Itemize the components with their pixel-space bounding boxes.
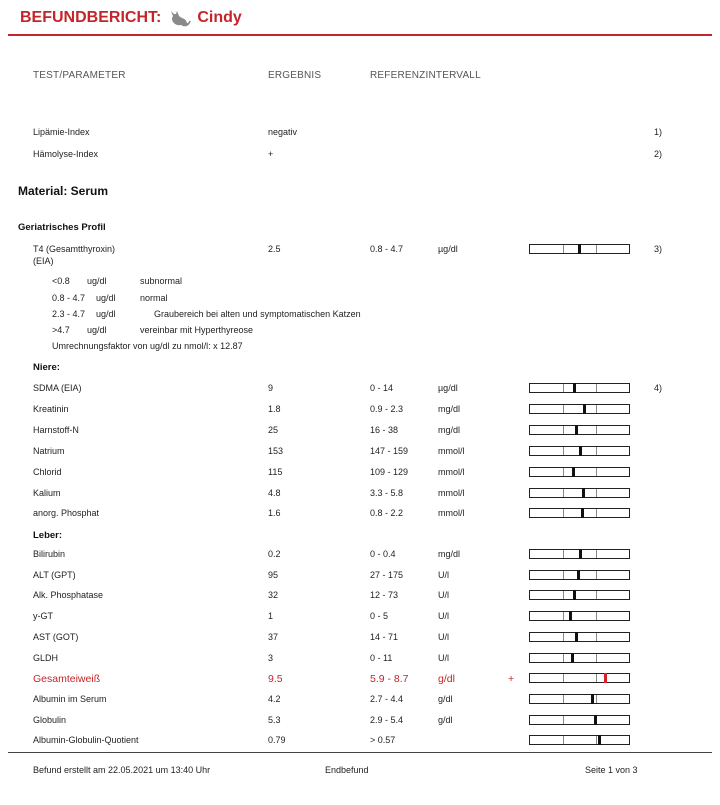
kidney-kreatinin-label: Kreatinin xyxy=(33,403,69,414)
kidney-chlorid-label: Chlorid xyxy=(33,466,62,477)
kidney-anorg-phosphat-unit: mmol/l xyxy=(438,508,465,519)
liver-ast-got-label: AST (GOT) xyxy=(33,631,79,642)
liver-y-gt-reference-bar xyxy=(529,611,630,621)
reference-limit-tick xyxy=(596,654,597,662)
result-marker xyxy=(581,508,584,518)
result-marker xyxy=(582,488,585,498)
liver-albumin-globulin-quotient-value: 0.79 xyxy=(268,735,286,746)
reference-limit-tick xyxy=(596,591,597,599)
reference-limit-tick xyxy=(596,674,597,682)
liver-y-gt-value: 1 xyxy=(268,611,274,622)
reference-limit-tick xyxy=(596,489,597,497)
cat-icon xyxy=(167,7,191,29)
kidney-harnstoff-n-label: Harnstoff-N xyxy=(33,424,79,435)
liver-alk-phosphatase-unit: U/l xyxy=(438,590,449,601)
liver-alk-phosphatase-value: 32 xyxy=(268,590,279,601)
kidney-sdma-eia-label: SDMA (EIA) xyxy=(33,383,82,393)
reference-limit-tick xyxy=(596,468,597,476)
liver-globulin-range: 2.9 - 5.4 xyxy=(370,714,404,725)
kidney-natrium-unit: mmol/l xyxy=(438,445,465,456)
result-marker xyxy=(575,425,578,435)
result-marker xyxy=(591,694,594,704)
kidney-chlorid-range: 109 - 129 xyxy=(370,466,409,477)
kidney-kalium-value: 4.8 xyxy=(268,487,281,498)
page-indicator: Seite 1 von 3 xyxy=(585,765,638,775)
liver-gesamteiweiss-flag: + xyxy=(508,673,515,686)
liver-albumin-im-serum-reference-bar xyxy=(529,694,630,704)
liver-alk-phosphatase-reference-bar xyxy=(529,590,630,600)
kidney-kalium-reference-bar xyxy=(529,488,630,498)
reference-limit-tick xyxy=(596,426,597,434)
t4-reference-bar xyxy=(529,244,630,254)
reference-limit-tick xyxy=(596,571,597,579)
liver-alt-gpt-unit: U/l xyxy=(438,569,449,580)
reference-limit-tick xyxy=(563,489,564,497)
result-marker xyxy=(578,244,581,254)
liver-gesamteiweiss-range: 5.9 - 8.7 xyxy=(370,673,409,686)
reference-limit-tick xyxy=(596,633,597,641)
reference-limit-tick xyxy=(596,695,597,703)
result-marker xyxy=(572,467,575,477)
result-marker xyxy=(579,549,582,559)
haemolysis-index-value: + xyxy=(268,149,274,159)
reference-limit-tick xyxy=(596,736,597,744)
kidney-harnstoff-n-reference-bar xyxy=(529,425,630,435)
column-header-result: ERGEBNIS xyxy=(268,70,322,81)
liver-ast-got-unit: U/l xyxy=(438,631,449,642)
liver-gldh-unit: U/l xyxy=(438,652,449,663)
result-marker xyxy=(579,446,582,456)
kidney-sdma-eia-note: 4) xyxy=(654,383,663,393)
reference-limit-tick xyxy=(563,426,564,434)
kidney-chlorid-value: 115 xyxy=(268,466,283,477)
result-marker xyxy=(573,383,576,393)
kidney-sdma-eia-reference-bar xyxy=(529,383,630,393)
kidney-chlorid-unit: mmol/l xyxy=(438,466,465,477)
kidney-kreatinin-reference-bar xyxy=(529,404,630,414)
liver-y-gt-label: y-GT xyxy=(33,611,53,622)
liver-gesamteiweiss-value: 9.5 xyxy=(268,673,283,686)
liver-globulin-label: Globulin xyxy=(33,714,67,725)
kidney-anorg-phosphat-range: 0.8 - 2.2 xyxy=(370,508,404,519)
t4-method: (EIA) xyxy=(33,256,54,266)
reference-limit-tick xyxy=(563,674,564,682)
lipaemia-index-note: 1) xyxy=(654,127,663,137)
liver-albumin-im-serum-unit: g/dl xyxy=(438,693,453,704)
kidney-kalium-unit: mmol/l xyxy=(438,487,465,498)
liver-ast-got-range: 14 - 71 xyxy=(370,631,399,642)
liver-gldh-value: 3 xyxy=(268,652,274,663)
reference-limit-tick xyxy=(563,571,564,579)
liver-gesamteiweiss-reference-bar xyxy=(529,673,630,683)
t4-value: 2.5 xyxy=(268,244,281,254)
reference-limit-tick xyxy=(596,384,597,392)
reference-limit-tick xyxy=(563,509,564,517)
reference-limit-tick xyxy=(563,654,564,662)
liver-alt-gpt-reference-bar xyxy=(529,570,630,580)
result-marker xyxy=(577,570,580,580)
kidney-anorg-phosphat-label: anorg. Phosphat xyxy=(33,508,100,519)
kidney-sdma-eia-value: 9 xyxy=(268,383,274,393)
liver-alk-phosphatase-label: Alk. Phosphatase xyxy=(33,590,104,601)
liver-albumin-globulin-quotient-reference-bar xyxy=(529,735,630,745)
interp-unit: ug/dl xyxy=(96,309,116,319)
reference-limit-tick xyxy=(563,245,564,253)
liver-bilirubin-unit: mg/dl xyxy=(438,549,461,559)
lipaemia-index-value: negativ xyxy=(268,127,298,137)
kidney-kreatinin-range: 0.9 - 2.3 xyxy=(370,403,404,414)
liver-bilirubin-value: 0.2 xyxy=(268,549,281,559)
liver-y-gt-range: 0 - 5 xyxy=(370,611,389,622)
liver-globulin-reference-bar xyxy=(529,715,630,725)
kidney-harnstoff-n-unit: mg/dl xyxy=(438,424,461,435)
result-marker xyxy=(598,735,601,745)
kidney-kreatinin-value: 1.8 xyxy=(268,403,281,414)
result-marker xyxy=(604,673,607,683)
liver-gldh-reference-bar xyxy=(529,653,630,663)
material-heading: Material: Serum xyxy=(18,184,109,198)
liver-alk-phosphatase-range: 12 - 73 xyxy=(370,590,399,601)
liver-bilirubin-reference-bar xyxy=(529,549,630,559)
t4-range: 0.8 - 4.7 xyxy=(370,244,404,254)
kidney-anorg-phosphat-reference-bar xyxy=(529,508,630,518)
kidney-anorg-phosphat-value: 1.6 xyxy=(268,508,281,519)
interp-range: 0.8 - 4.7 xyxy=(52,293,86,303)
interp-range: 2.3 - 4.7 xyxy=(52,309,86,319)
liver-y-gt-unit: U/l xyxy=(438,611,449,622)
reference-limit-tick xyxy=(596,405,597,413)
geriatric-profile-heading: Geriatrisches Profil xyxy=(18,222,106,233)
result-marker xyxy=(583,404,586,414)
interp-text: vereinbar mit Hyperthyreose xyxy=(140,325,254,335)
lipaemia-index-label: Lipämie-Index xyxy=(33,127,90,137)
result-marker xyxy=(573,590,576,600)
kidney-natrium-reference-bar xyxy=(529,446,630,456)
reference-limit-tick xyxy=(596,550,597,558)
kidney-heading: Niere: xyxy=(33,362,60,373)
reference-limit-tick xyxy=(563,447,564,455)
report-title xyxy=(20,7,242,29)
liver-gldh-label: GLDH xyxy=(33,652,59,663)
result-marker xyxy=(594,715,597,725)
liver-alt-gpt-label: ALT (GPT) xyxy=(33,569,76,580)
reference-limit-tick xyxy=(596,245,597,253)
patient-name: Cindy xyxy=(197,9,242,26)
column-header-reference: REFERENZINTERVALL xyxy=(370,70,481,81)
reference-limit-tick xyxy=(563,468,564,476)
liver-alt-gpt-value: 95 xyxy=(268,569,279,580)
liver-albumin-im-serum-value: 4.2 xyxy=(268,693,281,704)
reference-limit-tick xyxy=(596,447,597,455)
liver-globulin-value: 5.3 xyxy=(268,714,281,725)
reference-limit-tick xyxy=(563,695,564,703)
liver-ast-got-reference-bar xyxy=(529,632,630,642)
interp-text: subnormal xyxy=(140,276,183,286)
interp-unit: ug/dl xyxy=(87,276,107,286)
kidney-kreatinin-unit: mg/dl xyxy=(438,403,461,414)
interp-unit: ug/dl xyxy=(87,325,107,335)
reference-limit-tick xyxy=(596,612,597,620)
reference-limit-tick xyxy=(563,591,564,599)
reference-limit-tick xyxy=(563,405,564,413)
liver-albumin-im-serum-label: Albumin im Serum xyxy=(33,693,107,704)
reference-limit-tick xyxy=(563,716,564,724)
liver-albumin-im-serum-range: 2.7 - 4.4 xyxy=(370,693,404,704)
report-status: Endbefund xyxy=(325,765,369,775)
report-created: Befund erstellt am 22.05.2021 um 13:40 Uhr xyxy=(33,765,211,775)
kidney-sdma-eia-unit: µg/dl xyxy=(438,383,458,393)
liver-bilirubin-label: Bilirubin xyxy=(33,549,66,559)
result-marker xyxy=(575,632,578,642)
haemolysis-index-label: Hämolyse-Index xyxy=(33,149,99,159)
footer-divider xyxy=(8,752,712,753)
liver-albumin-globulin-quotient-label: Albumin-Globulin-Quotient xyxy=(33,735,139,746)
kidney-natrium-label: Natrium xyxy=(33,445,65,456)
kidney-harnstoff-n-value: 25 xyxy=(268,424,279,435)
header-divider xyxy=(8,34,712,36)
liver-globulin-unit: g/dl xyxy=(438,714,453,725)
kidney-harnstoff-n-range: 16 - 38 xyxy=(370,424,399,435)
liver-gldh-range: 0 - 11 xyxy=(370,652,393,663)
interp-range: >4.7 xyxy=(52,325,70,335)
liver-gesamteiweiss-unit: g/dl xyxy=(438,673,455,686)
column-header-test: TEST/PARAMETER xyxy=(33,70,126,81)
liver-albumin-globulin-quotient-range: > 0.57 xyxy=(370,735,396,746)
t4-unit: µg/dl xyxy=(438,244,458,254)
liver-gesamteiweiss-label: Gesamteiweiß xyxy=(33,673,101,686)
interp-range: <0.8 xyxy=(52,276,70,286)
kidney-chlorid-reference-bar xyxy=(529,467,630,477)
t4-note: 3) xyxy=(654,244,663,254)
t4-label: T4 (Gesamtthyroxin) xyxy=(33,244,116,254)
liver-heading: Leber: xyxy=(33,530,63,541)
conversion-factor: Umrechnungsfaktor von ug/dl zu nmol/l: x 12.87 xyxy=(52,341,243,351)
liver-bilirubin-range: 0 - 0.4 xyxy=(370,549,396,559)
kidney-natrium-value: 153 xyxy=(268,445,284,456)
kidney-sdma-eia-range: 0 - 14 xyxy=(370,383,394,393)
liver-ast-got-value: 37 xyxy=(268,631,279,642)
reference-limit-tick xyxy=(563,384,564,392)
interp-text: Graubereich bei alten und symptomatischen Katzen xyxy=(154,309,361,319)
result-marker xyxy=(571,653,574,663)
reference-limit-tick xyxy=(563,612,564,620)
kidney-kalium-label: Kalium xyxy=(33,487,61,498)
kidney-natrium-range: 147 - 159 xyxy=(370,445,409,456)
interp-text: normal xyxy=(140,293,168,303)
reference-limit-tick xyxy=(563,633,564,641)
report-title-label: BEFUNDBERICHT: xyxy=(20,9,162,26)
liver-alt-gpt-range: 27 - 175 xyxy=(370,569,404,580)
kidney-kalium-range: 3.3 - 5.8 xyxy=(370,487,404,498)
result-marker xyxy=(569,611,572,621)
reference-limit-tick xyxy=(563,736,564,744)
haemolysis-index-note: 2) xyxy=(654,149,663,159)
reference-limit-tick xyxy=(563,550,564,558)
reference-limit-tick xyxy=(596,509,597,517)
interp-unit: ug/dl xyxy=(96,293,116,303)
